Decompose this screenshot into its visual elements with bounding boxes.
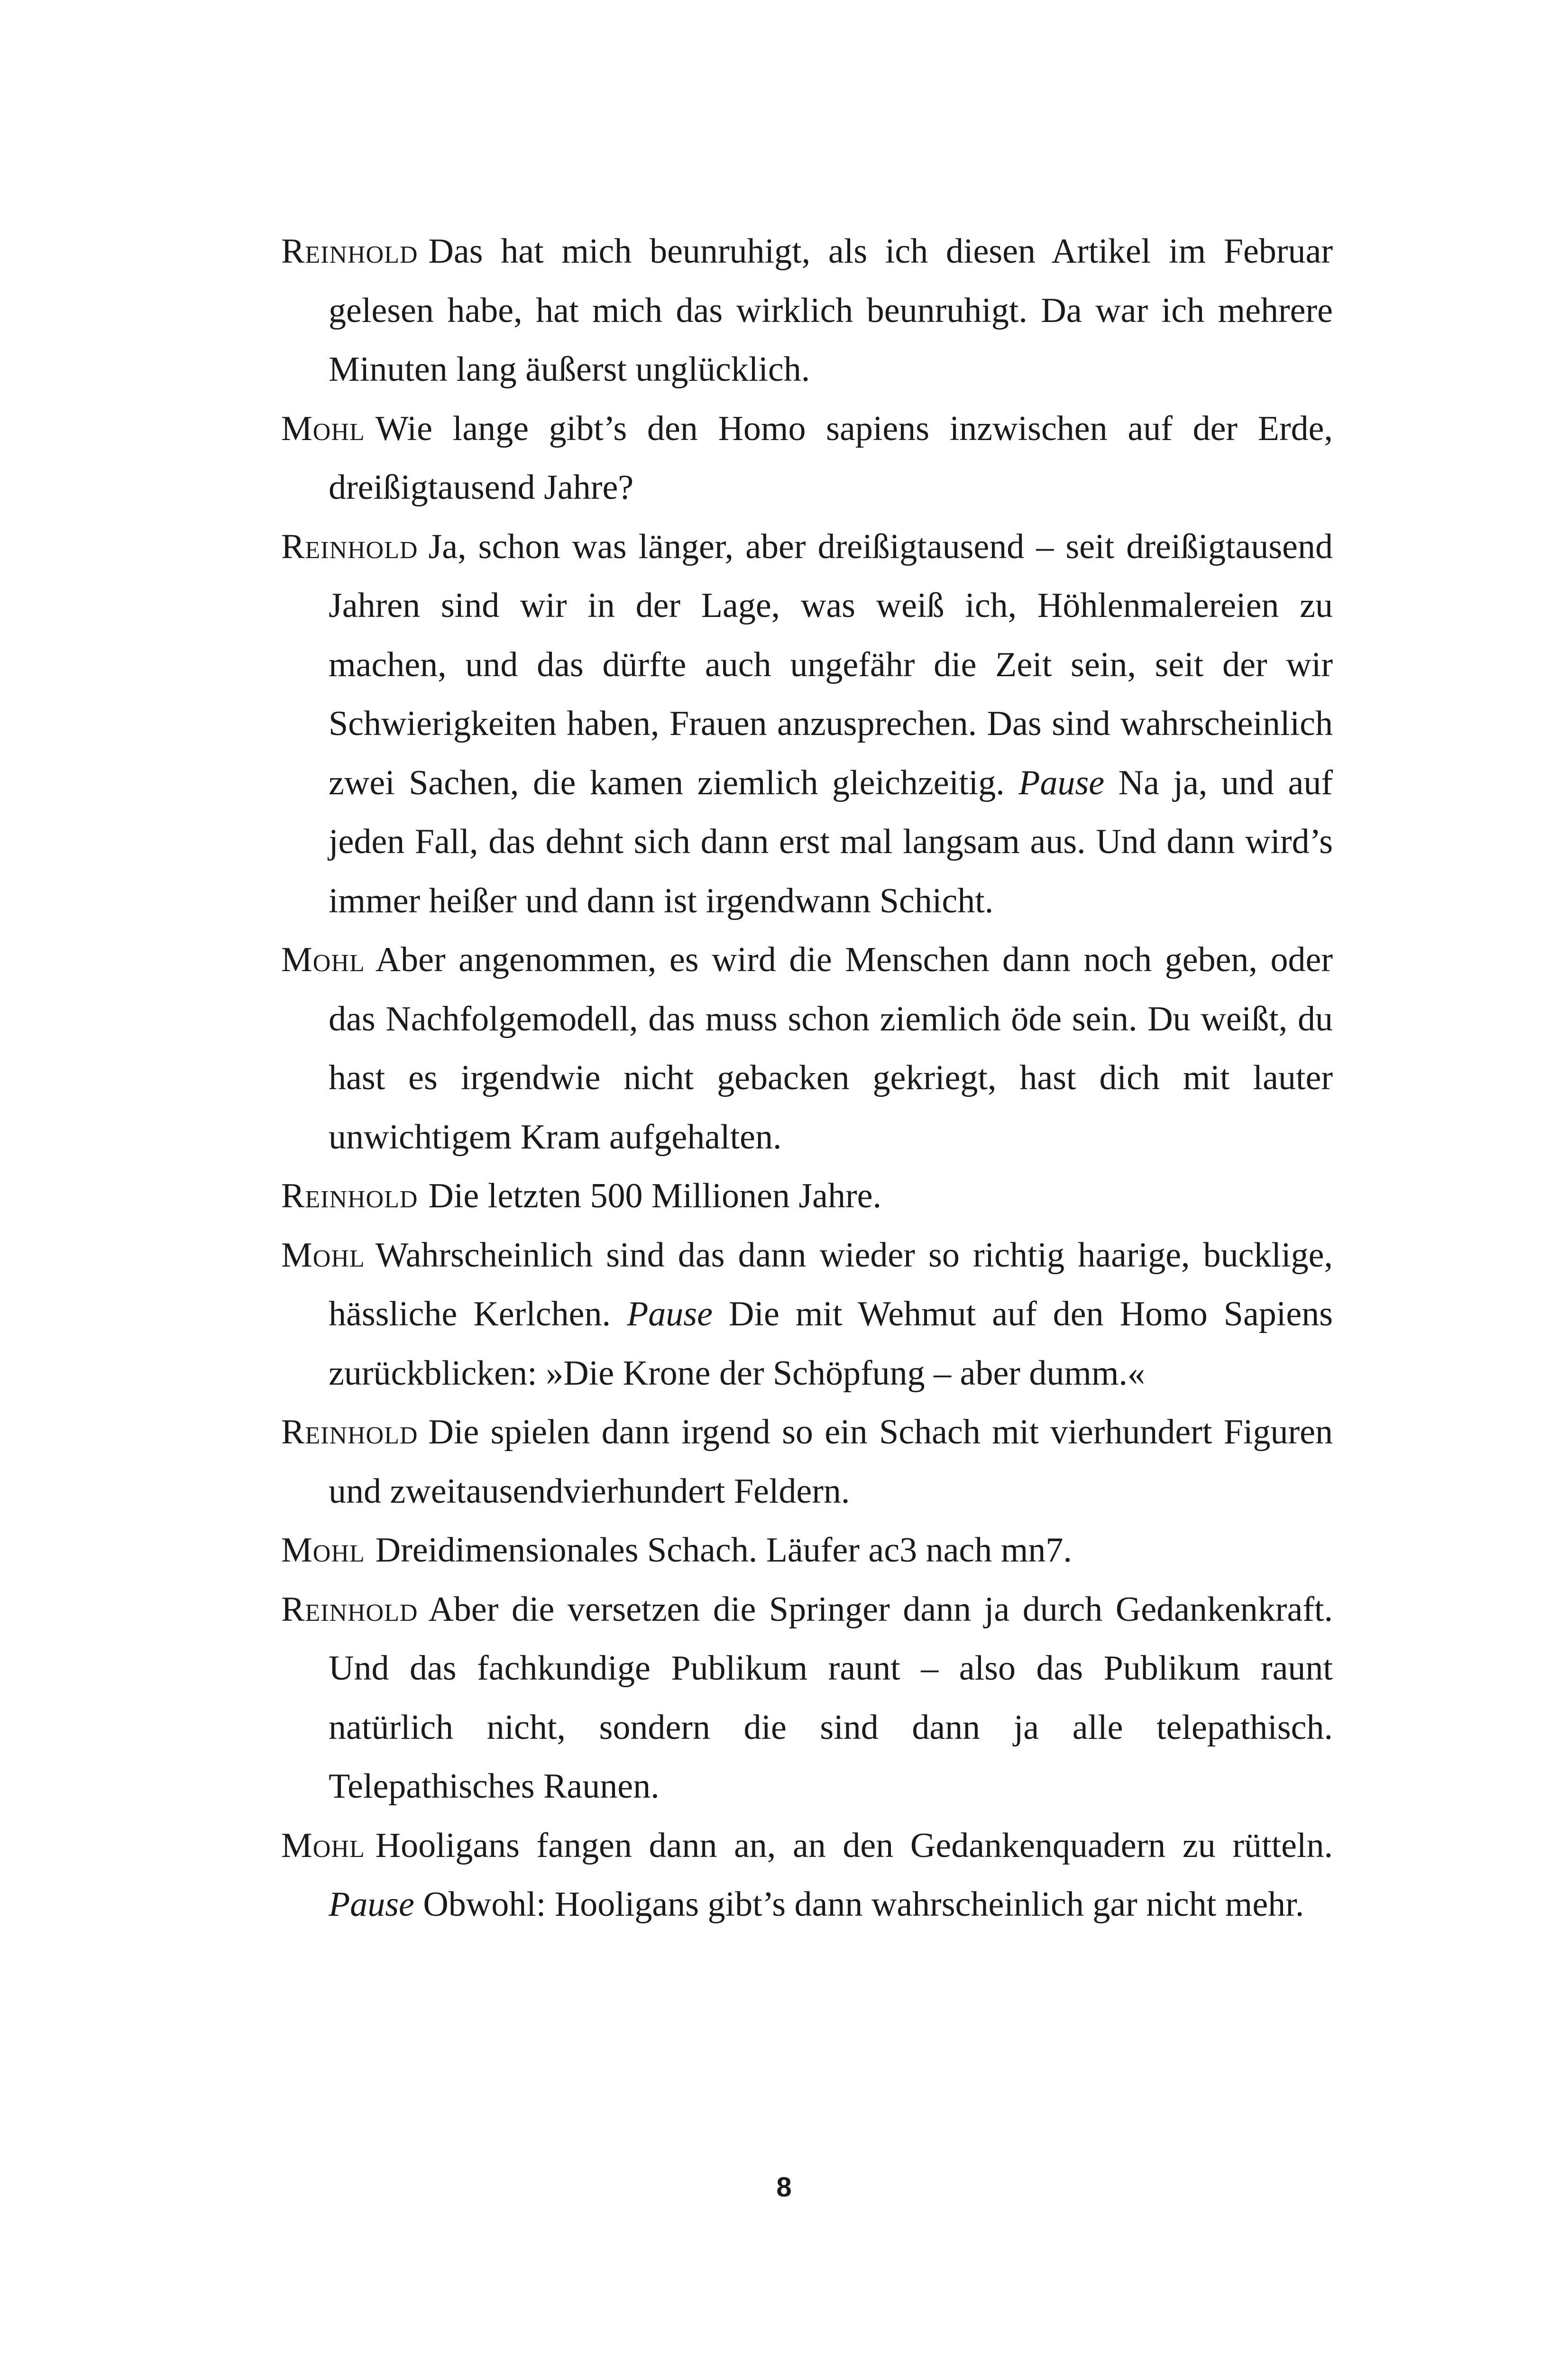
speech-text: Die spielen dann irgend so ein Schach mit vierhundert Figuren und zweitausendvierhundert Feldern.	[329, 1413, 1333, 1511]
speaker-name: Mohl	[281, 1235, 365, 1275]
speech-mohl-2	[281, 930, 1333, 1167]
speech-text: Wahrscheinlich sind das dann wieder so richtig haarige, bucklige, hässliche Kerlchen.	[329, 1235, 1333, 1333]
speaker-name: Reinhold	[281, 1176, 418, 1215]
speech-text: Obwohl: Hooligans gibt’s dann wahrscheinlich gar nicht mehr.	[414, 1885, 1304, 1924]
speaker-name: Reinhold	[281, 1590, 418, 1629]
stage-direction: Pause	[329, 1885, 414, 1924]
stage-direction: Pause	[627, 1295, 713, 1333]
speaker-name: Mohl	[281, 940, 365, 979]
speaker-name: Reinhold	[281, 232, 418, 271]
speech-reinhold-5	[281, 1580, 1333, 1816]
page-number: 8	[776, 2172, 792, 2203]
speech-text: Die letzten 500 Millionen Jahre.	[428, 1176, 881, 1215]
stage-direction: Pause	[1018, 763, 1105, 802]
speech-text: Die mit Wehmut auf den Homo Sapiens zurückblicken: »Die Krone der Schöpfung – aber dumm.«	[329, 1295, 1333, 1393]
speaker-name: Reinhold	[281, 527, 418, 566]
speech-text: Das hat mich beunruhigt, als ich diesen Artikel im Februar gelesen habe, hat mich das wirklich beunruhigt. Da war ich mehrere Minuten lang äußerst unglücklich.	[329, 232, 1333, 389]
speech-reinhold-2	[281, 517, 1333, 931]
speech-text: Hooligans fangen dann an, an den Gedankenquadern zu rütteln.	[375, 1826, 1333, 1865]
speech-text: Ja, schon was länger, aber dreißigtausend – seit dreißigtausend Jahren sind wir in der Lage, was weiß ich, Höhlenmalereien zu machen, und das dürfte auch ungefähr die Zeit sein, seit der wir Schwierigkeiten haben, Frauen anzusprechen. Das sind wahrscheinlich zwei Sachen, die kamen ziemlich gleichzeitig.	[329, 527, 1333, 802]
speech-text: Na ja, und auf jeden Fall, das dehnt sich dann erst mal langsam aus. Und dann wird’s immer heißer und dann ist irgendwann Schicht.	[329, 763, 1333, 920]
speech-mohl-3	[281, 1226, 1333, 1403]
speech-text: Aber die versetzen die Springer dann ja durch Gedankenkraft. Und das fachkundige Publikum raunt – also das Publikum raunt natürlich nicht, sondern die sind dann ja alle telepathisch. Telepathisches Raunen.	[329, 1590, 1333, 1806]
dialogue-text	[281, 222, 1333, 1934]
speech-reinhold-3	[281, 1167, 1333, 1226]
speech-reinhold-4	[281, 1403, 1333, 1521]
speech-text: Aber angenommen, es wird die Menschen dann noch geben, oder das Nachfolgemodell, das muss schon ziemlich öde sein. Du weißt, du hast es irgendwie nicht gebacken gekriegt, hast dich mit lauter unwichtigem Kram aufgehalten.	[329, 940, 1333, 1157]
speech-reinhold-1	[281, 222, 1333, 399]
speech-text: Dreidimensionales Schach. Läufer ac3 nach mn7.	[375, 1531, 1072, 1570]
speech-text: Wie lange gibt’s den Homo sapiens inzwischen auf der Erde, dreißigtausend Jahre?	[329, 409, 1333, 507]
speaker-name: Mohl	[281, 1826, 365, 1865]
speech-mohl-4	[281, 1521, 1333, 1580]
speaker-name: Mohl	[281, 1531, 365, 1570]
speaker-name: Reinhold	[281, 1413, 418, 1452]
speech-mohl-1	[281, 399, 1333, 517]
speech-mohl-5	[281, 1816, 1333, 1934]
speaker-name: Mohl	[281, 409, 365, 448]
